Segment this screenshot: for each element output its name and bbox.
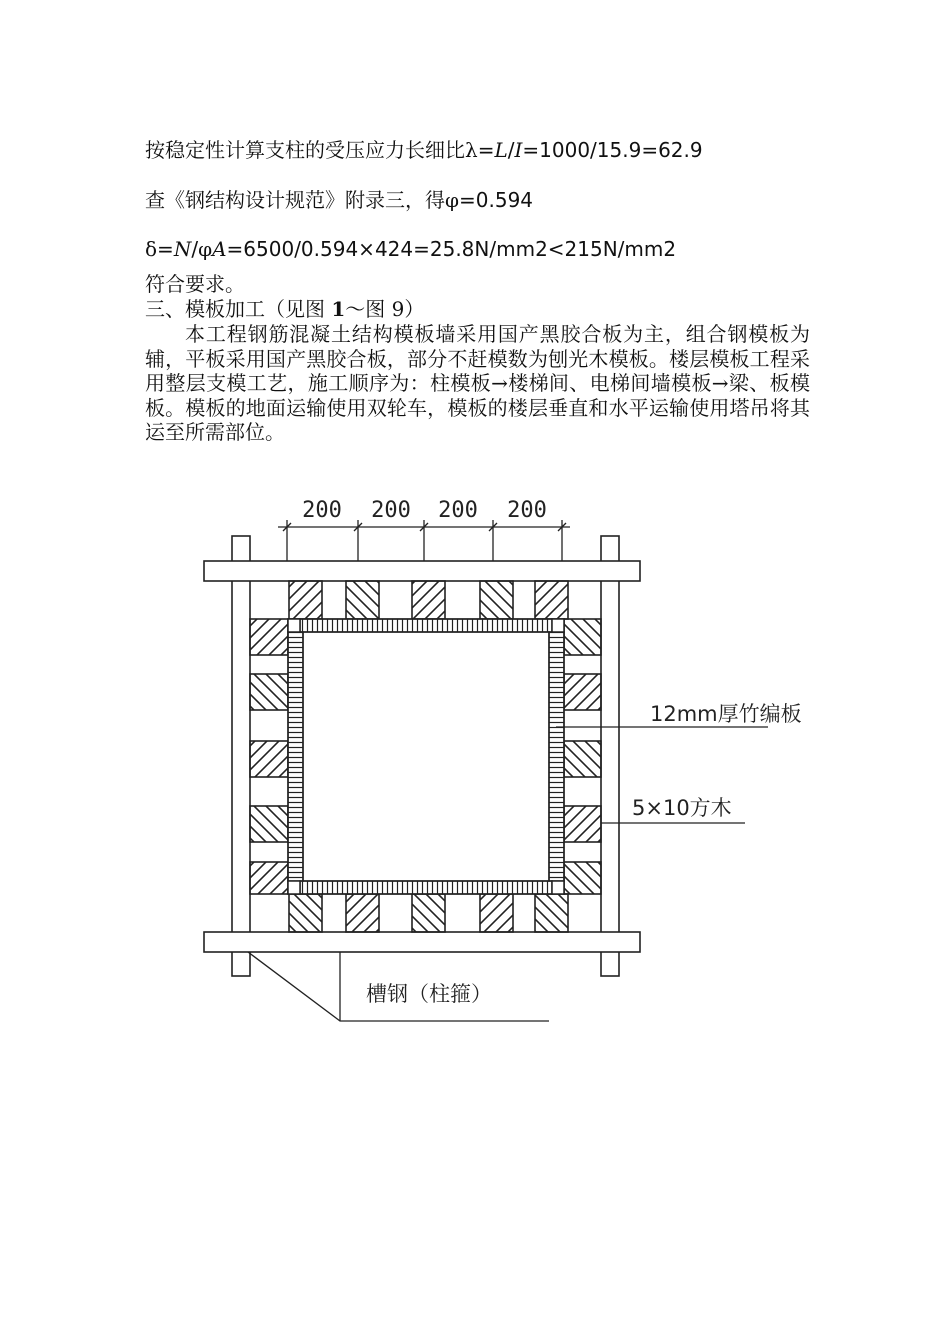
slash: / [507, 138, 515, 162]
figure-ref-start: 1 [331, 297, 346, 321]
label-plywood: 12mm厚竹编板 [650, 702, 802, 726]
equals-sign: = [157, 237, 174, 261]
variable-A: A [212, 237, 227, 261]
formula-stress [145, 237, 676, 261]
figure-ref-end: 9 [391, 297, 405, 321]
dimension-label-1: 200 [302, 498, 342, 523]
formula-slenderness [145, 138, 703, 162]
conclusion-text: 符合要求。 [145, 272, 245, 296]
lambda-symbol: λ [465, 138, 478, 162]
formula-text: 查《钢结构设计规范》附录三，得 [145, 188, 445, 212]
section-heading [145, 297, 424, 321]
timber-blocks-top [289, 581, 568, 619]
formula-result: =0.594 [459, 188, 534, 212]
formula-result: =6500/0.594×424=25.8N/mm2<215N/mm2 [226, 237, 677, 261]
channel-steel-top [204, 561, 640, 581]
variable-L: L [494, 138, 508, 162]
label-timber: 5×10方木 [632, 796, 732, 820]
formula-text: 按稳定性计算支柱的受压应力长细比 [145, 138, 465, 162]
body-paragraph: 本工程钢筋混凝土结构模板墙采用国产黑胶合板为主，组合钢模板为辅，平板采用国产黑胶合板，部分不赶模数为刨光木模板。楼层模板工程采用整层支模工艺，施工顺序为：柱模板→楼梯间、电梯间墙模板→梁、板模板。模板的地面运输使用双轮车，模板的楼层垂直和水平运输使用塔吊将其运至所需部位。 [145, 322, 810, 444]
plywood-formwork [288, 619, 564, 894]
variable-I: I [514, 138, 523, 162]
timber-blocks-bottom [289, 894, 568, 932]
section-heading-text: ～图 [345, 297, 392, 321]
label-channel: 槽钢（柱箍） [366, 982, 492, 1006]
dimension-label-2: 200 [371, 498, 411, 523]
column-formwork-diagram [190, 488, 830, 1033]
delta-symbol: δ [145, 237, 158, 261]
vertical-post-right [601, 536, 619, 976]
slash: / [191, 237, 199, 261]
phi-symbol: φ [198, 237, 213, 261]
dimension-label-4: 200 [507, 498, 547, 523]
dimension-label-3: 200 [438, 498, 478, 523]
section-heading-text: ） [404, 297, 425, 321]
formula-result: =1000/15.9=62.9 [522, 138, 703, 162]
timber-blocks-left [250, 619, 288, 894]
section-heading-text: 三、模板加工（见图 [145, 297, 332, 321]
formula-phi [145, 188, 533, 212]
vertical-post-left [232, 536, 250, 976]
timber-blocks-right [564, 619, 601, 894]
equals-sign: = [477, 138, 495, 162]
channel-steel-bottom [204, 932, 640, 952]
phi-symbol: φ [445, 188, 460, 212]
variable-N: N [173, 237, 192, 261]
